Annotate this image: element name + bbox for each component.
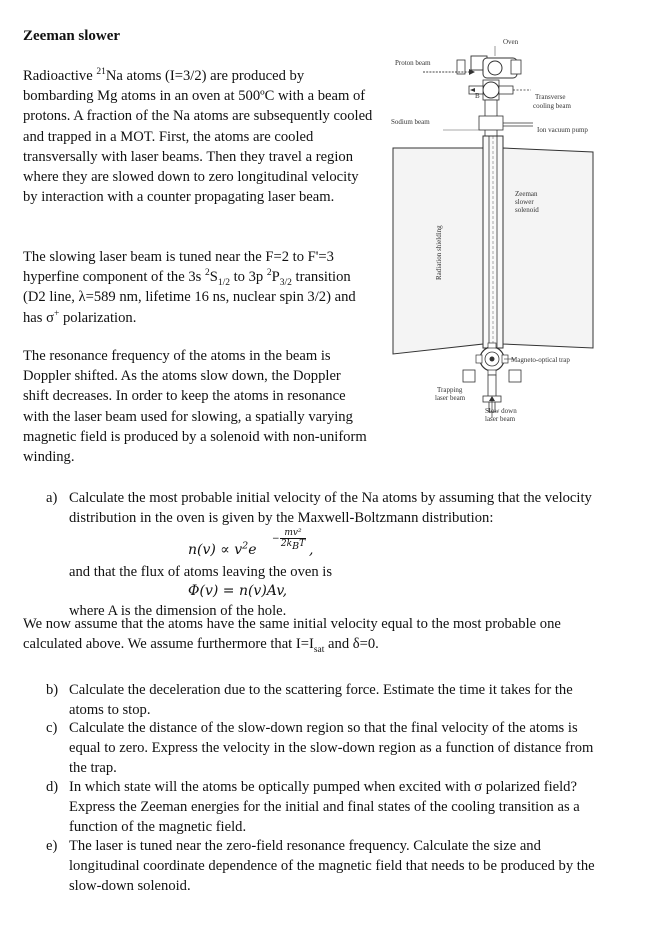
page-title: Zeeman slower xyxy=(23,28,121,44)
question-a-after: where A is the dimension of the hole. xyxy=(69,603,287,619)
question-b-label: b) xyxy=(46,682,59,698)
label-b: B xyxy=(475,92,480,100)
radiation-shielding-right xyxy=(503,148,593,348)
laser-paragraph: The slowing laser beam is tuned near the F=2 to F'=3 hyperfine component of the 3s $^2S_{1/2}$ to 3p $^2P_{3/2}$ transition (D2 line, λ=589 nm, lifetime 16 ns, nuclear spin 3/2) and has σ+ polarization. xyxy=(23,249,356,326)
question-c-label: c) xyxy=(46,720,58,736)
flux-equation: Φ(v) = n(v)Av, xyxy=(188,583,288,599)
label-transverse-1: Transverse xyxy=(535,93,566,101)
label-mot: Magneto-optical trap xyxy=(511,356,570,364)
trapping-port-right xyxy=(509,370,521,382)
zeeman-slower-diagram xyxy=(383,32,653,452)
label-oven: Oven xyxy=(503,38,519,46)
label-zeeman-2: slower xyxy=(515,198,534,206)
label-slow-down-1: Slow down xyxy=(485,407,517,415)
trapping-port-left xyxy=(463,370,475,382)
label-trapping-1: Trapping xyxy=(437,386,463,394)
question-a-label: a) xyxy=(46,490,58,506)
label-zeeman-1: Zeeman xyxy=(515,190,538,198)
assumption-paragraph: We now assume that the atoms have the same initial velocity equal to the most probable one calculated above. We assume furthermore that $I=I_{sat}$ and δ=0. xyxy=(23,616,561,656)
beam-pipe-lower xyxy=(488,375,496,397)
label-ion-pump: Ion vacuum pump xyxy=(537,126,588,134)
label-zeeman-3: solenoid xyxy=(515,206,539,214)
ion-pump xyxy=(479,116,503,130)
question-a-mid: and that the flux of atoms leaving the oven is xyxy=(69,564,333,580)
label-radiation-shielding: Radiation shielding xyxy=(435,225,443,280)
question-d-label: d) xyxy=(46,779,59,795)
label-transverse-2: cooling beam xyxy=(533,102,571,110)
doppler-paragraph: The resonance frequency of the atoms in the beam is Doppler shifted. As the atoms slow down, the Doppler shift decreases. In order to keep the atoms in resonance with the laser beam used for slowing, a spatially varying magnetic field is produced by a solenoid with non-uniform winding. xyxy=(23,348,367,466)
intro-paragraph: Radioactive $^{21}$Na atoms (I=3/2) are produced by bombarding Mg atoms in an oven at 500ºC with a beam of protons. A fraction of the Na atoms are subsequently cooled and trapped in a MOT. First, the atoms are cooled transversally with laser beams. Then they travel a region where they are slowed down to zero longitudinal velocity by interaction with a counter propagating laser beam. xyxy=(23,67,373,206)
label-trapping-2: laser beam xyxy=(435,394,466,402)
question-a-text: Calculate the most probable initial velocity of the Na atoms by assuming that the velocity distribution in the oven is given by the Maxwell-Boltzmann distribution: xyxy=(69,490,592,527)
transverse-cooling-cross xyxy=(483,80,499,100)
label-slow-down-2: laser beam xyxy=(485,415,516,423)
label-sodium-beam: Sodium beam xyxy=(391,118,430,126)
label-proton-beam: Proton beam xyxy=(395,59,431,67)
question-e-label: e) xyxy=(46,838,58,854)
